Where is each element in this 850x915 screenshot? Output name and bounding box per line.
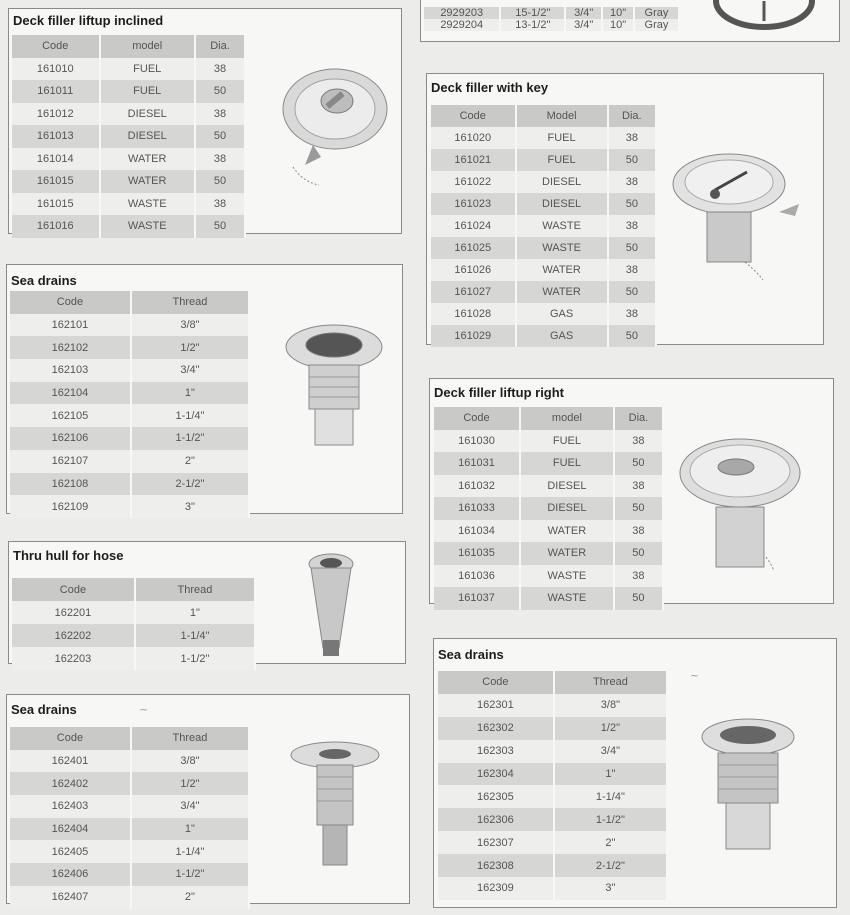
table-cell: 162404 [10,818,131,841]
table-cell: 161020 [431,127,516,149]
table-row [10,314,249,337]
table-row [10,427,249,450]
table-cell: 38 [195,193,245,216]
table-cell: 161016 [12,215,100,238]
table-row [10,473,249,496]
table-row [424,7,679,19]
table-cell: 38 [195,58,245,81]
table-cell: 50 [614,452,663,475]
deck-filler-image [676,431,806,581]
table-cell: 50 [608,281,656,303]
table-cell: 1/2" [131,336,249,359]
table-row [10,359,249,382]
table-cell: 161011 [12,80,100,103]
table-cell: 3/4" [131,795,249,818]
sea-drain-image [696,717,806,857]
table-cell: 38 [608,303,656,325]
table-row [12,80,245,103]
panel-title: Sea drains [11,273,77,288]
table-header-row [12,35,245,58]
table-row [10,772,249,795]
table-cell: 10" [602,19,634,31]
table-header-row [10,291,249,314]
table-cell: 50 [608,193,656,215]
table-cell: 161015 [12,170,100,193]
panel-title: Thru hull for hose [13,548,124,563]
table-cell: 1" [131,382,249,405]
product-table [424,7,680,31]
table-cell: WATER [520,542,614,565]
table-row [431,149,656,171]
table-cell: Gray [634,19,679,31]
table-row [10,750,249,773]
table-cell: 1-1/2" [554,808,667,831]
table-cell: 161025 [431,237,516,259]
column-header: model [520,407,614,430]
table-cell: 3" [554,877,667,900]
table-cell: 50 [608,325,656,347]
table-cell: WATER [100,148,195,171]
deck-filler-image [275,57,395,197]
table-row [438,854,667,877]
table-cell: 161031 [434,452,520,475]
table-row [10,840,249,863]
table-header-row [438,671,667,694]
table-row [434,497,663,520]
column-header: Dia. [608,105,656,127]
panel-deck-filler-liftup-right [429,378,834,604]
table-cell: 50 [614,587,663,610]
table-cell: DIESEL [100,103,195,126]
table-cell: 162401 [10,750,131,773]
table-cell: 162307 [438,831,554,854]
table-cell: 1" [135,601,255,624]
table-row [12,170,245,193]
table-cell: 50 [614,497,663,520]
table-cell: 162309 [438,877,554,900]
deck-filler-key-image [667,150,807,290]
panel-sea-drains-1 [6,264,403,514]
table-cell: 162302 [438,717,554,740]
table-row [434,565,663,588]
table-cell: GAS [516,325,608,347]
table-cell: 38 [195,103,245,126]
table-row [10,795,249,818]
panel-sea-drains-3 [433,638,837,908]
table-cell: FUEL [100,58,195,81]
table-row [431,237,656,259]
table-cell: 162406 [10,863,131,886]
table-cell: 162106 [10,427,131,450]
table-row [12,647,255,670]
table-row [10,863,249,886]
table-cell: 38 [614,430,663,453]
table-row [12,148,245,171]
table-cell: 162402 [10,772,131,795]
table-header-row [10,727,249,750]
panel-title: Deck filler liftup right [434,385,565,400]
table-cell: 161034 [434,520,520,543]
table-cell: 3/8" [131,314,249,337]
table-cell: WASTE [100,193,195,216]
table-header-row [434,407,663,430]
table-row [10,404,249,427]
table-cell: 162403 [10,795,131,818]
table-cell: DIESEL [520,475,614,498]
table-row [12,193,245,216]
table-row [438,694,667,717]
table-cell: WATER [516,259,608,281]
column-header: Dia. [195,35,245,58]
table-cell: 162305 [438,785,554,808]
table-cell: 38 [614,565,663,588]
table-cell: 162308 [438,854,554,877]
table-cell: 2" [131,886,249,909]
table-row [434,542,663,565]
table-cell: WASTE [520,587,614,610]
table-cell: WASTE [516,237,608,259]
table-row [438,717,667,740]
table-cell: 3/8" [554,694,667,717]
table-row [431,215,656,237]
table-cell: 38 [608,127,656,149]
column-header: model [100,35,195,58]
table-cell: DIESEL [520,497,614,520]
table-cell: 1" [554,763,667,786]
table-cell: 1/2" [131,772,249,795]
panel-partial-top [420,0,840,42]
table-row [434,520,663,543]
table-cell: 38 [608,215,656,237]
table-cell: 1" [131,818,249,841]
sea-drain-image [279,321,389,461]
table-row [12,215,245,238]
table-cell: 162407 [10,886,131,909]
column-header: Thread [131,291,249,314]
table-cell: WASTE [516,215,608,237]
table-row [10,495,249,518]
table-cell: 38 [608,171,656,193]
column-header: Dia. [614,407,663,430]
table-cell: 161036 [434,565,520,588]
table-cell: 1-1/4" [131,404,249,427]
column-header: Thread [135,578,255,601]
product-table [12,578,256,670]
product-table [431,105,657,347]
table-cell: 2-1/2" [131,473,249,496]
table-cell: 162301 [438,694,554,717]
product-table [434,407,664,610]
table-row [12,125,245,148]
table-cell: 161014 [12,148,100,171]
table-cell: 162203 [12,647,135,670]
handwritten-note: ~ [690,669,700,682]
table-cell: 161024 [431,215,516,237]
table-cell: 13-1/2" [500,19,565,31]
panel-title: Deck filler with key [431,80,549,95]
table-cell: 161026 [431,259,516,281]
table-row [10,818,249,841]
table-cell: DIESEL [516,171,608,193]
table-cell: 10" [602,7,634,19]
table-row [438,763,667,786]
column-header: Thread [554,671,667,694]
table-row [434,587,663,610]
table-row [12,103,245,126]
table-cell: 38 [614,475,663,498]
table-cell: 1/2" [554,717,667,740]
sea-drain-image [287,739,387,873]
thru-hull-image [301,548,361,660]
table-cell: 3/4" [565,19,602,31]
table-cell: 38 [608,259,656,281]
table-row [438,785,667,808]
product-table [12,35,246,238]
table-cell: 162103 [10,359,131,382]
table-cell: 2" [131,450,249,473]
table-cell: 161023 [431,193,516,215]
table-cell: 1-1/4" [131,840,249,863]
table-cell: WATER [100,170,195,193]
table-cell: 162306 [438,808,554,831]
product-table [10,291,250,518]
table-row [434,430,663,453]
table-row [431,325,656,347]
table-row [438,740,667,763]
panel-thru-hull-for-hose [8,541,406,664]
table-row [424,19,679,31]
column-header: Code [434,407,520,430]
table-cell: 162108 [10,473,131,496]
table-row [10,336,249,359]
table-row [10,450,249,473]
table-row [12,58,245,81]
table-cell: 162105 [10,404,131,427]
panel-deck-filler-liftup-inclined [8,8,402,234]
table-cell: 15-1/2" [500,7,565,19]
table-cell: DIESEL [100,125,195,148]
table-cell: 50 [614,542,663,565]
product-table [438,671,668,900]
table-cell: 161029 [431,325,516,347]
table-cell: 3/4" [554,740,667,763]
table-cell: 162304 [438,763,554,786]
panel-sea-drains-2 [6,694,410,904]
table-cell: 161012 [12,103,100,126]
table-cell: 161022 [431,171,516,193]
handwritten-note: ~ [139,703,149,716]
table-header-row [431,105,656,127]
product-table [10,727,250,909]
table-row [438,877,667,900]
table-cell: DIESEL [516,193,608,215]
table-cell: 3/8" [131,750,249,773]
table-cell: 2929204 [424,19,500,31]
table-cell: 161013 [12,125,100,148]
table-cell: 162405 [10,840,131,863]
panel-title: Deck filler liftup inclined [13,13,164,28]
table-cell: 1-1/4" [554,785,667,808]
table-cell: 38 [614,520,663,543]
table-cell: 162107 [10,450,131,473]
table-cell: 1-1/2" [131,427,249,450]
table-row [10,886,249,909]
table-cell: 50 [195,80,245,103]
table-cell: 161028 [431,303,516,325]
table-cell: FUEL [520,430,614,453]
panel-title: Sea drains [11,702,77,717]
table-cell: 50 [195,125,245,148]
table-row [434,475,663,498]
table-cell: Gray [634,7,679,19]
table-cell: 161010 [12,58,100,81]
table-cell: FUEL [516,127,608,149]
table-cell: 2929203 [424,7,500,19]
table-cell: WATER [516,281,608,303]
table-row [438,808,667,831]
table-row [431,259,656,281]
table-row [431,281,656,303]
table-cell: 161037 [434,587,520,610]
table-row [438,831,667,854]
wheel-image [709,0,819,33]
table-cell: 1-1/2" [135,647,255,670]
table-cell: WASTE [520,565,614,588]
table-header-row [12,578,255,601]
column-header: Model [516,105,608,127]
table-row [431,193,656,215]
table-cell: FUEL [516,149,608,171]
column-header: Code [10,727,131,750]
table-row [10,382,249,405]
table-cell: 161015 [12,193,100,216]
table-cell: 161033 [434,497,520,520]
table-cell: 2-1/2" [554,854,667,877]
table-cell: 38 [195,148,245,171]
table-cell: 161027 [431,281,516,303]
table-cell: 161032 [434,475,520,498]
table-cell: WATER [520,520,614,543]
table-cell: 50 [608,149,656,171]
column-header: Code [12,35,100,58]
table-cell: GAS [516,303,608,325]
table-cell: 161035 [434,542,520,565]
table-cell: 2" [554,831,667,854]
table-cell: 162201 [12,601,135,624]
table-cell: 3" [131,495,249,518]
table-cell: 161021 [431,149,516,171]
table-cell: 161030 [434,430,520,453]
table-cell: FUEL [520,452,614,475]
column-header: Code [438,671,554,694]
table-row [12,601,255,624]
column-header: Code [12,578,135,601]
table-cell: 162102 [10,336,131,359]
panel-title: Sea drains [438,647,504,662]
table-cell: WASTE [100,215,195,238]
table-cell: 162101 [10,314,131,337]
table-row [431,303,656,325]
table-cell: FUEL [100,80,195,103]
table-cell: 3/4" [565,7,602,19]
table-cell: 162303 [438,740,554,763]
table-cell: 162202 [12,624,135,647]
table-cell: 3/4" [131,359,249,382]
column-header: Code [10,291,131,314]
table-cell: 162109 [10,495,131,518]
table-row [431,127,656,149]
table-cell: 50 [608,237,656,259]
table-cell: 50 [195,215,245,238]
table-cell: 162104 [10,382,131,405]
table-cell: 50 [195,170,245,193]
table-cell: 1-1/2" [131,863,249,886]
panel-deck-filler-with-key [426,73,824,345]
column-header: Code [431,105,516,127]
table-row [431,171,656,193]
table-cell: 1-1/4" [135,624,255,647]
table-row [12,624,255,647]
column-header: Thread [131,727,249,750]
table-row [434,452,663,475]
